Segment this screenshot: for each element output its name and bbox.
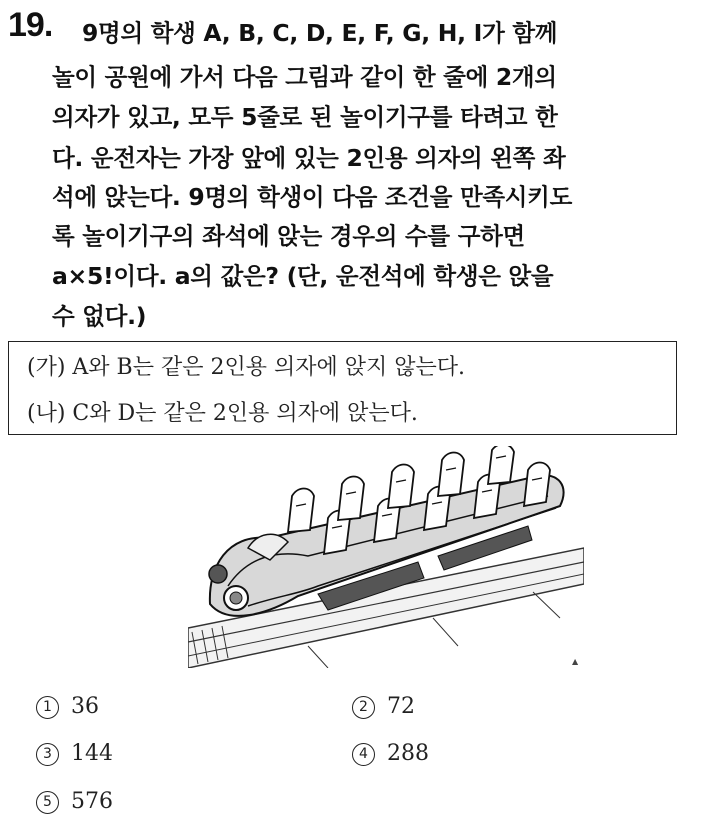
choice-3-mark: 3	[36, 743, 59, 766]
question-line-2: 놀이 공원에 가서 다음 그림과 같이 한 줄에 2개의	[52, 63, 557, 91]
question-number: 19.	[8, 6, 53, 44]
question-line-4: 다. 운전자는 가장 앞에 있는 2인용 의자의 왼쪽 좌	[52, 144, 566, 172]
choice-4[interactable]	[352, 741, 429, 766]
question-line-3: 의자가 있고, 모두 5줄로 된 놀이기구를 타려고 한	[52, 103, 558, 131]
roller-coaster-figure	[188, 446, 584, 668]
choice-5[interactable]	[36, 789, 113, 814]
roller-coaster-car-illustration	[188, 446, 584, 668]
choice-3-value: 144	[71, 741, 113, 766]
question-line-7: a×5!이다. a의 값은? (단, 운전석에 학생은 앉을	[52, 262, 554, 290]
choice-5-mark: 5	[36, 791, 59, 814]
choice-2[interactable]	[352, 694, 415, 719]
choice-4-value: 288	[387, 741, 429, 766]
condition-ga: (가) A와 B는 같은 2인용 의자에 앉지 않는다.	[27, 355, 465, 380]
svg-text:▲: ▲	[572, 657, 579, 666]
choice-2-value: 72	[387, 694, 415, 719]
choice-3[interactable]	[36, 741, 113, 766]
choice-1-value: 36	[71, 694, 99, 719]
condition-na: (나) C와 D는 같은 2인용 의자에 앉는다.	[27, 401, 418, 426]
choice-4-mark: 4	[352, 743, 375, 766]
conditions-box	[8, 341, 677, 435]
question-line-6: 록 놀이기구의 좌석에 앉는 경우의 수를 구하면	[52, 222, 525, 250]
choice-1-mark: 1	[36, 696, 59, 719]
question-line-1: 9명의 학생 A, B, C, D, E, F, G, H, I가 함께	[82, 19, 558, 47]
choice-1[interactable]	[36, 694, 99, 719]
choice-5-value: 576	[71, 789, 113, 814]
choice-2-mark: 2	[352, 696, 375, 719]
question-line-5: 석에 앉는다. 9명의 학생이 다음 조건을 만족시키도	[52, 183, 572, 211]
question-line-8: 수 없다.)	[52, 302, 147, 330]
